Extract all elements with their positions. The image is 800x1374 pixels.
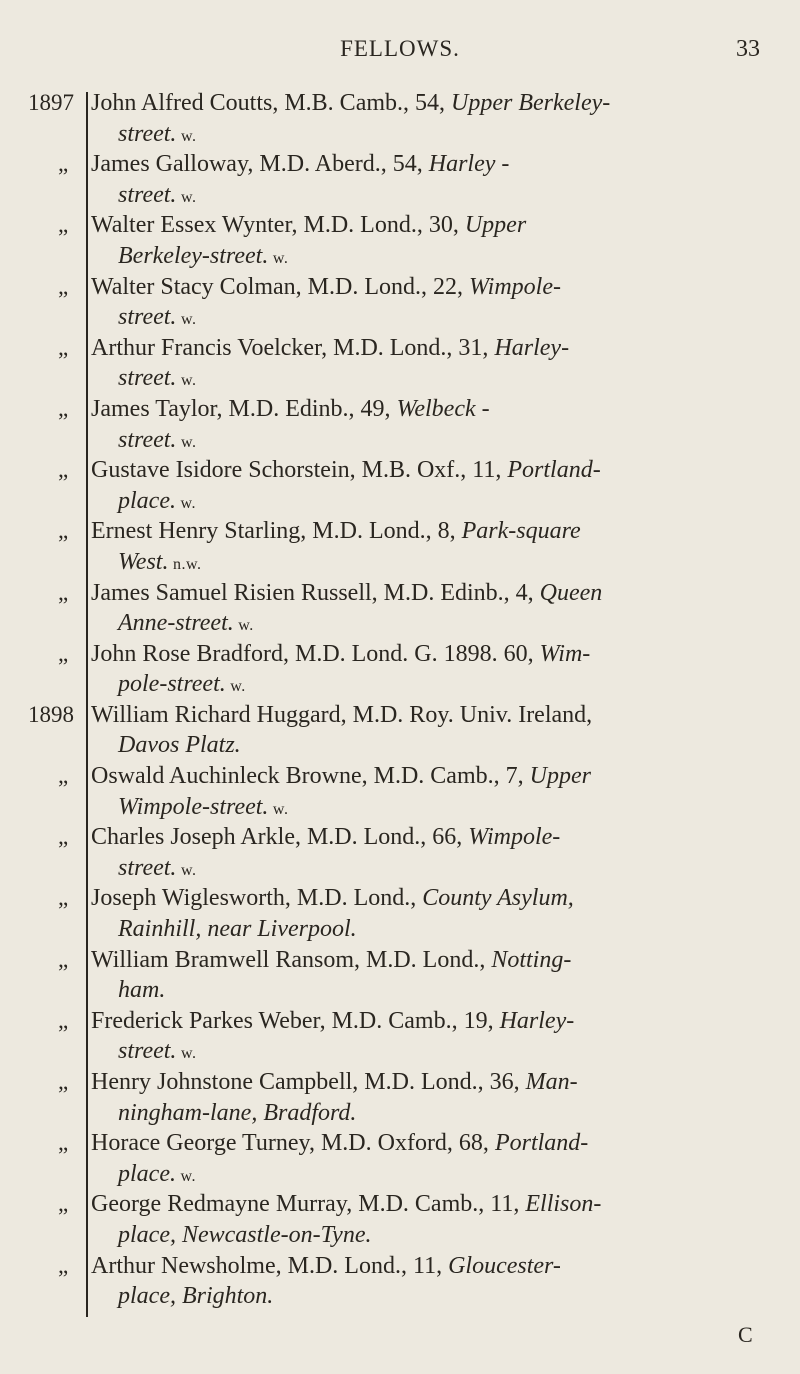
fellow-entry: [0, 516, 800, 577]
address-part: Harley-: [494, 334, 570, 361]
fellow-name-degree: John Rose Bradford, M.D. Lond. G. 1898. 60,: [91, 640, 540, 667]
fellow-entry: [0, 333, 800, 394]
election-year: „: [58, 334, 69, 360]
address-part: place.: [118, 1160, 176, 1187]
continuation-line: [91, 1098, 761, 1132]
address-part: street.: [118, 181, 177, 208]
fellow-entry: [0, 883, 800, 944]
continuation-line: [91, 302, 761, 336]
address-part: Welbeck -: [396, 395, 490, 422]
address-part: Berkeley-street.: [118, 242, 269, 269]
fellow-entry: [0, 1006, 800, 1067]
election-year: „: [58, 885, 69, 911]
fellow-name-degree: William Richard Huggard, M.D. Roy. Univ. Ireland,: [91, 701, 593, 728]
address-part: Wimpole-street.: [118, 793, 269, 820]
fellow-entry: [0, 1067, 800, 1128]
postal-district: w.: [175, 1167, 196, 1185]
postal-district: n.w.: [168, 555, 202, 573]
address-part: Park-square: [461, 518, 581, 545]
continuation-line: [91, 1281, 761, 1315]
address-part: Upper: [529, 763, 591, 790]
fellow-name-degree: Charles Joseph Arkle, M.D. Lond., 66,: [91, 824, 469, 851]
continuation-line: [91, 119, 761, 153]
postal-district: w.: [225, 678, 246, 696]
continuation-line: [91, 730, 761, 764]
address-part: street.: [118, 120, 177, 147]
address-part: Queen: [539, 579, 603, 606]
continuation-line: [91, 914, 761, 948]
continuation-line: [91, 1036, 761, 1070]
fellows-list: [0, 88, 800, 1312]
fellow-entry: [0, 1189, 800, 1250]
postal-district: w.: [176, 372, 197, 390]
election-year: „: [58, 763, 69, 789]
continuation-line: [91, 547, 761, 581]
continuation-line: [91, 1159, 761, 1193]
fellow-entry: [0, 1251, 800, 1312]
continuation-line: [91, 425, 761, 459]
fellow-name-degree: George Redmayne Murray, M.D. Camb., 11,: [91, 1191, 526, 1218]
address-part: Anne-street.: [118, 610, 234, 637]
address-part: Man-: [525, 1069, 578, 1095]
fellow-text: [64, 1251, 761, 1315]
fellow-text: [64, 1189, 761, 1253]
fellow-entry: [0, 822, 800, 883]
fellow-text: [64, 149, 761, 213]
running-title: FELLOWS.: [340, 36, 460, 61]
fellow-text: [64, 639, 761, 703]
fellow-text: [64, 1006, 761, 1070]
fellow-entry: [0, 639, 800, 700]
fellow-text: [64, 88, 761, 152]
fellow-name-degree: James Galloway, M.D. Aberd., 54,: [91, 151, 429, 178]
address-part: Notting-: [491, 946, 572, 973]
election-year: „: [58, 151, 69, 177]
postal-district: w.: [176, 311, 197, 329]
fellow-entry: [0, 761, 800, 822]
address-part: Harley -: [428, 151, 510, 178]
continuation-line: [91, 180, 761, 214]
address-part: Wimpole-: [468, 824, 561, 851]
fellow-name-degree: Joseph Wiglesworth, M.D. Lond.,: [91, 885, 423, 912]
address-part: Portland-: [507, 457, 601, 484]
address-part: place.: [118, 487, 176, 514]
fellow-text: [64, 272, 761, 336]
address-part: pole-street.: [118, 671, 226, 698]
fellow-text: [64, 883, 761, 947]
postal-district: w.: [176, 433, 197, 451]
fellow-text: [64, 455, 761, 519]
fellow-text: [64, 516, 761, 580]
continuation-line: [91, 975, 761, 1009]
fellow-text: [64, 1128, 761, 1192]
election-year: „: [58, 1252, 69, 1278]
address-part: Gloucester-: [448, 1252, 561, 1279]
continuation-line: [91, 669, 761, 703]
fellow-text: [64, 1067, 761, 1131]
address-part: place, Brighton.: [118, 1283, 274, 1310]
election-year: „: [58, 212, 69, 238]
fellow-text: [64, 210, 761, 274]
address-part: Upper Berkeley-: [451, 90, 611, 116]
address-part: ningham-lane, Bradford.: [118, 1099, 357, 1126]
fellow-entry: [0, 455, 800, 516]
fellow-entry: [0, 272, 800, 333]
postal-district: w.: [268, 249, 289, 267]
fellow-entry: [0, 700, 800, 761]
continuation-line: [91, 1220, 761, 1254]
election-year: „: [58, 457, 69, 483]
address-part: street.: [118, 1038, 177, 1065]
postal-district: w.: [175, 494, 196, 512]
election-year: „: [58, 273, 69, 299]
fellow-entry: [0, 210, 800, 271]
address-part: Wim-: [539, 640, 591, 667]
fellow-name-degree: Henry Johnstone Campbell, M.D. Lond., 36,: [91, 1069, 526, 1095]
election-year: „: [58, 946, 69, 972]
fellow-entry: [0, 1128, 800, 1189]
fellow-name-degree: James Samuel Risien Russell, M.D. Edinb., 4,: [91, 579, 540, 606]
election-year: „: [58, 395, 69, 421]
fellow-text: [64, 761, 761, 825]
signature-mark: C: [738, 1322, 753, 1347]
fellow-name-degree: Walter Essex Wynter, M.D. Lond., 30,: [91, 212, 465, 239]
postal-district: w.: [176, 127, 197, 145]
fellow-entry: [0, 149, 800, 210]
address-part: Davos Platz.: [118, 732, 241, 759]
address-part: place, Newcastle-on-Tyne.: [118, 1221, 372, 1248]
fellow-name-degree: Horace George Turney, M.D. Oxford, 68,: [91, 1130, 495, 1157]
fellow-name-degree: Walter Stacy Colman, M.D. Lond., 22,: [91, 273, 470, 300]
election-year: „: [58, 518, 69, 544]
address-part: West.: [118, 548, 169, 575]
election-year: „: [58, 579, 69, 605]
address-part: Upper: [464, 212, 527, 239]
fellow-name-degree: Frederick Parkes Weber, M.D. Camb., 19,: [91, 1007, 500, 1034]
fellow-text: [64, 700, 761, 764]
fellow-entry: [0, 88, 800, 149]
address-part: Ellison-: [525, 1191, 602, 1218]
election-year: „: [58, 1007, 69, 1033]
continuation-line: [91, 241, 761, 275]
continuation-line: [91, 486, 761, 520]
address-part: ham.: [118, 977, 166, 1004]
election-year: „: [58, 640, 69, 666]
postal-district: w.: [233, 617, 254, 635]
fellow-name-degree: Arthur Newsholme, M.D. Lond., 11,: [91, 1252, 449, 1279]
continuation-line: [91, 853, 761, 887]
fellow-name-degree: Gustave Isidore Schorstein, M.B. Oxf., 11,: [91, 457, 508, 484]
postal-district: w.: [176, 1045, 197, 1063]
election-year: „: [58, 1130, 69, 1156]
page-number: 33: [736, 36, 760, 62]
postal-district: w.: [176, 861, 197, 879]
election-year: „: [58, 1069, 69, 1094]
continuation-line: [91, 608, 761, 642]
fellow-text: [64, 822, 761, 886]
address-part: street.: [118, 426, 177, 453]
fellow-entry: [0, 394, 800, 455]
fellow-name-degree: John Alfred Coutts, M.B. Camb., 54,: [91, 90, 452, 116]
fellow-entry: [0, 578, 800, 639]
address-part: street.: [118, 854, 177, 881]
election-year: 1897: [28, 90, 74, 115]
fellow-text: [64, 333, 761, 397]
fellow-name-degree: William Bramwell Ransom, M.D. Lond.,: [91, 946, 492, 973]
fellow-name-degree: James Taylor, M.D. Edinb., 49,: [91, 395, 397, 422]
fellow-name-degree: Oswald Auchinleck Browne, M.D. Camb., 7,: [91, 763, 530, 790]
fellow-name-degree: Ernest Henry Starling, M.D. Lond., 8,: [91, 518, 462, 545]
address-part: Rainhill, near Liverpool.: [118, 916, 357, 943]
address-part: Harley-: [499, 1007, 575, 1034]
fellow-name-degree: Arthur Francis Voelcker, M.D. Lond., 31,: [91, 334, 495, 361]
postal-district: w.: [268, 800, 289, 818]
election-year: 1898: [28, 701, 74, 727]
continuation-line: [91, 792, 761, 826]
address-part: street.: [118, 365, 177, 392]
fellow-text: [64, 578, 761, 642]
continuation-line: [91, 363, 761, 397]
postal-district: w.: [176, 188, 197, 206]
address-part: County Asylum,: [422, 885, 574, 912]
address-part: street.: [118, 304, 177, 331]
address-part: Portland-: [494, 1130, 589, 1157]
election-year: „: [58, 1191, 69, 1217]
fellow-entry: [0, 945, 800, 1006]
fellow-text: [64, 394, 761, 458]
election-year: „: [58, 824, 69, 850]
address-part: Wimpole-: [469, 273, 561, 300]
fellow-text: [64, 945, 761, 1009]
